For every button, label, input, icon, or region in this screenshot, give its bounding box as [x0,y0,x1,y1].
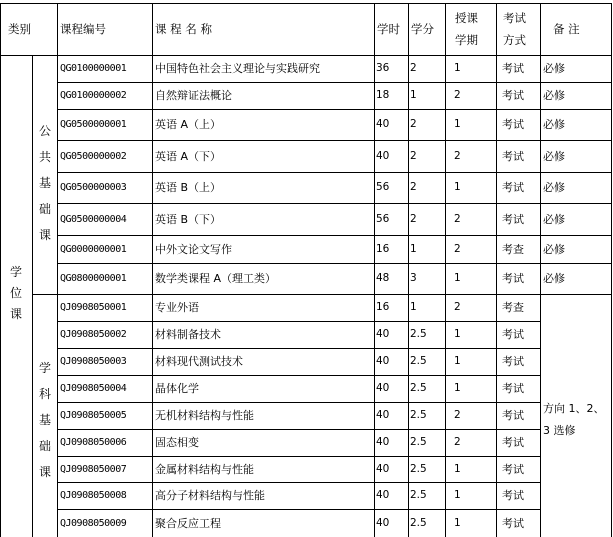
cell-credits: 2.5 [410,409,427,421]
cell-exam: 考试 [502,62,524,75]
cell-exam: 考试 [502,489,524,502]
cell-term: 2 [454,301,461,313]
cell-code: QG0100000001 [60,63,127,74]
cell-name: 高分子材料结构与性能 [155,489,265,502]
cell-hours: 40 [376,436,390,448]
cell-note: 必修 [543,118,565,131]
header-hours: 学时 [377,22,400,36]
cell-credits: 2.5 [410,436,427,448]
cell-exam: 考查 [502,242,524,256]
cell-hours: 40 [376,328,390,340]
cell-code: QG0500000001 [60,119,127,130]
cell-term: 2 [454,149,461,162]
cell-name: 英语 A（下） [155,149,222,163]
cell-name: 材料制备技术 [155,328,221,341]
cell-code: QJ0908050008 [60,490,127,501]
cell-credits: 2 [410,212,417,225]
cell-note: 必修 [543,181,565,194]
group-public-basic: 公共基础课 [38,124,51,242]
cell-note: 必修 [543,62,565,75]
cell-exam: 考试 [502,149,524,163]
cell-hours: 40 [376,382,390,394]
cell-credits: 2 [410,149,417,162]
cell-term: 2 [454,212,461,225]
cell-hours: 40 [376,409,390,421]
cell-code: QJ0908050003 [60,356,127,367]
cell-hours: 56 [376,212,390,225]
cell-term: 2 [454,409,461,421]
cell-term: 2 [454,436,461,448]
cell-credits: 3 [410,272,417,284]
cell-name: 英语 B（上） [155,181,222,194]
header-exam-line1: 考试 [503,11,526,25]
cell-term: 1 [454,382,461,394]
cell-code: QJ0908050006 [60,437,127,448]
cell-term: 1 [454,489,461,501]
cell-name: 自然辩证法概论 [155,89,232,102]
cell-exam: 考试 [502,181,524,194]
cell-exam: 考试 [502,328,524,341]
cell-code: QJ0908050002 [60,329,127,340]
cell-name: 固态相变 [155,436,199,449]
cell-name: 晶体化学 [155,382,199,395]
cell-exam: 考试 [502,382,524,395]
cell-hours: 40 [376,516,390,529]
cell-name: 英语 A（上） [155,118,222,131]
cell-note: 必修 [543,89,565,102]
cell-exam: 考试 [502,89,524,102]
cell-term: 1 [454,328,461,340]
cell-exam: 考试 [502,436,524,449]
header-notes: 备 注 [553,22,580,36]
cell-credits: 2 [410,62,417,74]
cell-credits: 2 [410,181,417,193]
cell-note: 必修 [543,149,565,163]
cell-term: 1 [454,462,461,475]
cell-hours: 40 [376,462,390,475]
cell-term: 2 [454,242,461,255]
cell-hours: 40 [376,118,390,130]
cell-credits: 2.5 [410,489,427,501]
cell-term: 1 [454,355,461,367]
cell-credits: 2.5 [410,355,427,367]
cell-hours: 56 [376,181,390,193]
cell-code: QJ0908050004 [60,383,127,394]
cell-code: QJ0908050009 [60,517,127,529]
cell-exam: 考试 [502,462,524,476]
cell-exam: 考试 [502,212,524,226]
cell-exam: 考试 [502,272,524,285]
cell-credits: 2.5 [410,516,427,529]
header-exam-line2: 方式 [503,33,526,47]
cell-exam: 考试 [502,355,524,368]
cell-hours: 40 [376,489,390,501]
cell-hours: 40 [376,149,390,162]
cell-hours: 36 [376,62,390,74]
header-name: 课 程 名 称 [155,22,212,36]
cell-code: QG0500000004 [60,213,127,225]
cell-hours: 16 [376,301,390,313]
cell-exam: 考试 [502,516,524,530]
cell-term: 2 [454,89,461,101]
cell-code: QG0000000001 [60,243,127,255]
cell-hours: 16 [376,242,390,255]
cell-name: 金属材料结构与性能 [155,462,254,476]
cell-code: QG0800000001 [60,273,127,284]
cell-name: 无机材料结构与性能 [155,409,254,422]
cell-code: QJ0908050007 [60,463,127,475]
cell-code: QJ0908050005 [60,410,127,421]
header-category: 类别 [8,22,31,36]
cell-credits: 1 [410,301,417,313]
cell-term: 1 [454,118,461,130]
cell-code: QG0500000002 [60,150,127,162]
cell-exam: 考试 [502,118,524,131]
cell-credits: 2.5 [410,328,427,340]
cell-hours: 40 [376,355,390,367]
cell-term: 1 [454,62,461,74]
cell-name: 材料现代测试技术 [155,355,243,368]
cell-term: 1 [454,272,461,284]
cell-hours: 48 [376,272,390,284]
cell-name: 英语 B（下） [155,212,222,226]
cell-code: QG0100000002 [60,90,127,101]
cell-credits: 2 [410,118,417,130]
cell-name: 中国特色社会主义理论与实践研究 [155,62,320,75]
header-term-line1: 授课 [455,11,478,25]
cell-note: 必修 [543,242,565,256]
category-degree-course: 学位课 [9,265,22,321]
cell-name: 数学类课程 A（理工类） [155,272,277,285]
cell-name: 专业外语 [155,301,199,314]
cell-name: 中外文论文写作 [155,242,232,256]
cell-hours: 18 [376,89,390,101]
cell-exam: 考查 [502,301,524,314]
cell-term: 1 [454,516,461,529]
cell-exam: 考试 [502,409,524,422]
cell-note: 必修 [543,272,565,285]
cell-note: 必修 [543,212,565,226]
cell-credits: 2.5 [410,462,427,475]
cell-code: QJ0908050001 [60,302,127,313]
header-code: 课程编号 [60,22,106,36]
cell-code: QG0500000003 [60,182,127,193]
header-credits: 学分 [411,22,434,36]
cell-name: 聚合反应工程 [155,516,221,530]
cell-term: 1 [454,181,461,193]
group-discipline-basic: 学科基础课 [38,361,51,479]
group2-merged-note: 方向 1、2、3 选修 [543,402,605,437]
cell-credits: 1 [410,242,417,255]
cell-credits: 1 [410,89,417,101]
header-term-line2: 学期 [455,33,478,47]
cell-credits: 2.5 [410,382,427,394]
